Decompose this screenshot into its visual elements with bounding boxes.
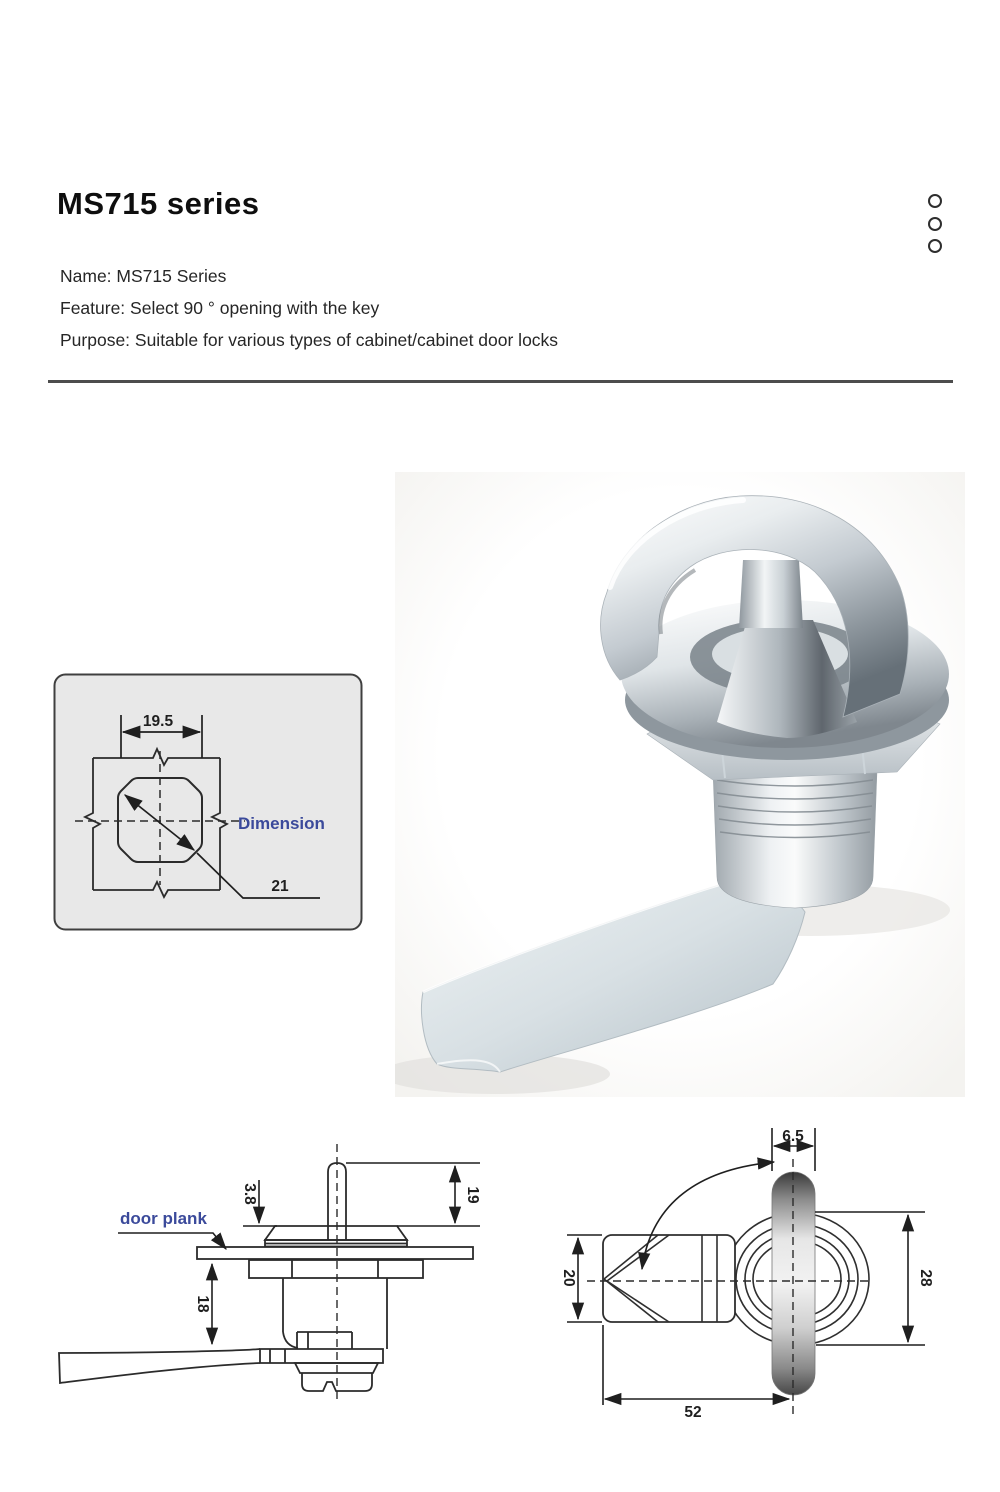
dim-18-value: 18 xyxy=(194,1295,211,1313)
diagonal-dimension-value: 21 xyxy=(271,878,289,895)
threaded-cylinder xyxy=(713,770,877,908)
ring-ornament-icon xyxy=(928,194,942,208)
spec-feature-line: Feature: Select 90 ° opening with the key xyxy=(60,298,380,318)
width-dimension-value: 19.5 xyxy=(142,713,174,730)
dim-6-5-value: 6.5 xyxy=(782,1128,804,1145)
dim-3-8-value: 3.8 xyxy=(241,1183,258,1205)
callout-box-frame xyxy=(55,675,362,930)
dim-19-value: 19 xyxy=(464,1186,481,1204)
spec-name-line: Name: MS715 Series xyxy=(60,266,227,286)
top-view-drawing xyxy=(530,1115,980,1425)
lock-side-outline xyxy=(59,1163,473,1391)
dim-20-value: 20 xyxy=(560,1269,577,1287)
cam-lock-product-photo xyxy=(395,472,965,1097)
spec-purpose-line: Purpose: Suitable for various types of cabinet/cabinet door locks xyxy=(60,330,559,350)
ring-ornament-icon xyxy=(928,217,942,231)
dimension-diagram xyxy=(53,673,363,931)
section-divider xyxy=(48,380,953,383)
dimension-caption: Dimension xyxy=(238,814,325,833)
page-title: MS715 series xyxy=(57,186,260,221)
cam-top-view xyxy=(603,1235,735,1322)
hook-shaft xyxy=(739,560,803,628)
ring-ornament-icon xyxy=(928,239,942,253)
side-view-drawing xyxy=(40,1130,490,1420)
dim-52-value: 52 xyxy=(684,1404,702,1421)
dim-28-value: 28 xyxy=(917,1269,934,1287)
door-plank-label: door plank xyxy=(120,1209,207,1228)
dim-19 xyxy=(346,1163,480,1226)
